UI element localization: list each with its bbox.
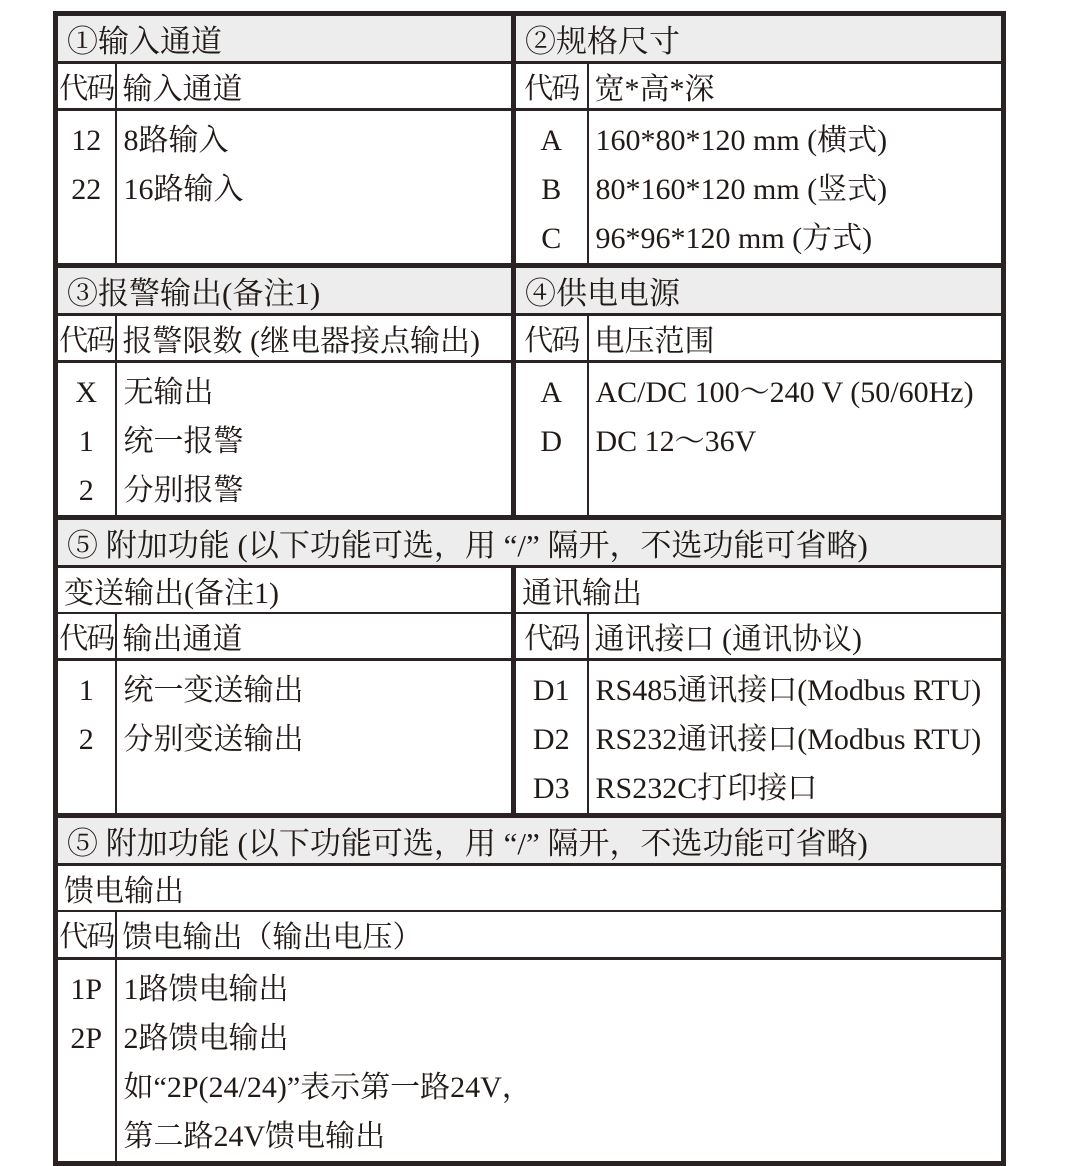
s4-row0-desc: AC/DC 100～240 V (50/60Hz) <box>595 376 974 409</box>
s5a-right-row0-desc: RS485通讯接口(Modbus RTU) <box>595 674 982 707</box>
s5a-right-subtitle: 通讯输出 <box>514 567 1004 614</box>
s2-code-header: 代码 <box>514 63 588 110</box>
s2-codes <box>514 110 588 266</box>
s5a-left-code-header: 代码 <box>56 613 116 660</box>
s5b-desc-header: 馈电输出（输出电压） <box>116 911 1004 958</box>
section5b-banner: ⑤ 附加功能 (以下功能可选，用 “/” 隔开，不选功能可省略) <box>56 816 1004 865</box>
s4-row1-code: D <box>540 425 563 458</box>
ordering-code-table <box>53 11 1006 1166</box>
s5b-row2-desc: 如“2P(24/24)”表示第一路24V， <box>123 1070 532 1104</box>
s5a-left-row1-code: 2 <box>78 723 94 756</box>
s3-row0-desc: 无输出 <box>123 376 214 409</box>
s5a-right-row2-desc: RS232C打印接口 <box>595 772 818 805</box>
s2-desc-header: 宽*高*深 <box>588 63 1004 110</box>
s5a-right-desc-header: 通讯接口 (通讯协议) <box>588 613 1004 660</box>
s5a-left-descs <box>116 660 514 816</box>
section5b-subtitle-row <box>56 865 1004 912</box>
column-header-row-5b <box>56 911 1004 958</box>
section1-title: ①输入通道 <box>56 14 514 63</box>
section5a-banner-row <box>56 518 1004 567</box>
s3-desc-header: 报警限数 (继电器接点输出) <box>116 315 514 362</box>
s5a-right-row0-code: D1 <box>532 674 570 707</box>
s5b-subtitle: 馈电输出 <box>56 865 1004 912</box>
s5b-row3-code <box>58 1112 115 1161</box>
s5a-right-code-header: 代码 <box>514 613 588 660</box>
s1-desc-header: 输入通道 <box>116 63 514 110</box>
section5a-banner: ⑤ 附加功能 (以下功能可选，用 “/” 隔开，不选功能可省略) <box>56 518 1004 567</box>
s1-code-header: 代码 <box>56 63 116 110</box>
s3-row1-code: 1 <box>78 425 94 458</box>
s5a-left-row1-desc: 分别变送输出 <box>123 723 304 756</box>
s5b-code-header: 代码 <box>56 911 116 958</box>
s5b-descs <box>116 958 1004 1163</box>
section3-title: ③报警输出(备注1) <box>56 266 514 315</box>
s5b-row1-code: 2P <box>70 1021 103 1055</box>
section5b-banner-row <box>56 816 1004 865</box>
s2-row0-desc: 160*80*120 mm (横式) <box>595 124 888 157</box>
s5a-left-desc-header: 输出通道 <box>116 613 514 660</box>
section5a-subtitle-row <box>56 567 1004 614</box>
s2-row2-desc: 96*96*120 mm (方式) <box>595 222 873 255</box>
s3-code-header: 代码 <box>56 315 116 362</box>
s5a-right-row1-desc: RS232通讯接口(Modbus RTU) <box>595 723 982 756</box>
s3-descs <box>116 362 514 518</box>
s5a-left-subtitle: 变送输出(备注1) <box>56 567 514 614</box>
s1-row0-code: 12 <box>71 124 102 157</box>
s4-codes <box>514 362 588 518</box>
s4-descs <box>588 362 1004 518</box>
s5a-right-codes <box>514 660 588 816</box>
column-header-row-5a <box>56 613 1004 660</box>
s5b-row2-code <box>58 1063 115 1112</box>
s5b-row1-desc: 2路馈电输出 <box>123 1021 289 1055</box>
s5a-left-row0-desc: 统一变送输出 <box>123 674 304 707</box>
column-header-row-1-2 <box>56 63 1004 110</box>
data-row-5a <box>56 660 1004 816</box>
s1-row1-code: 22 <box>71 173 102 206</box>
data-row-5b <box>56 958 1004 1163</box>
s5b-row0-desc: 1路馈电输出 <box>123 972 289 1006</box>
s5a-left-codes <box>56 660 116 816</box>
s1-codes <box>56 110 116 266</box>
data-row-1-2 <box>56 110 1004 266</box>
s5a-left-row0-code: 1 <box>78 674 94 707</box>
s3-row0-code: X <box>75 376 98 409</box>
s4-desc-header: 电压范围 <box>588 315 1004 362</box>
s3-codes <box>56 362 116 518</box>
s2-row0-code: A <box>540 124 563 157</box>
s2-row1-code: B <box>541 173 562 206</box>
s4-code-header: 代码 <box>514 315 588 362</box>
s5b-row0-code: 1P <box>70 972 103 1006</box>
section-header-row-1-2 <box>56 14 1004 63</box>
s5b-row3-desc: 第二路24V馈电输出 <box>123 1119 386 1153</box>
s2-row2-code: C <box>541 222 562 255</box>
s2-descs <box>588 110 1004 266</box>
s5a-right-row2-code: D3 <box>532 772 570 805</box>
s1-row1-desc: 16路输入 <box>123 173 244 206</box>
section2-title: ②规格尺寸 <box>514 14 1004 63</box>
s1-row0-desc: 8路输入 <box>123 124 229 157</box>
s3-row1-desc: 统一报警 <box>123 425 244 458</box>
section4-title: ④供电电源 <box>514 266 1004 315</box>
s1-descs <box>116 110 514 266</box>
s5b-codes <box>56 958 116 1163</box>
s3-row2-desc: 分别报警 <box>123 474 244 507</box>
s4-row0-code: A <box>540 376 563 409</box>
data-row-3-4 <box>56 362 1004 518</box>
section-header-row-3-4 <box>56 266 1004 315</box>
s4-row1-desc: DC 12～36V <box>595 425 757 458</box>
s3-row2-code: 2 <box>78 474 94 507</box>
s2-row1-desc: 80*160*120 mm (竖式) <box>595 173 888 206</box>
column-header-row-3-4 <box>56 315 1004 362</box>
s5a-right-row1-code: D2 <box>532 723 570 756</box>
s5a-right-descs <box>588 660 1004 816</box>
